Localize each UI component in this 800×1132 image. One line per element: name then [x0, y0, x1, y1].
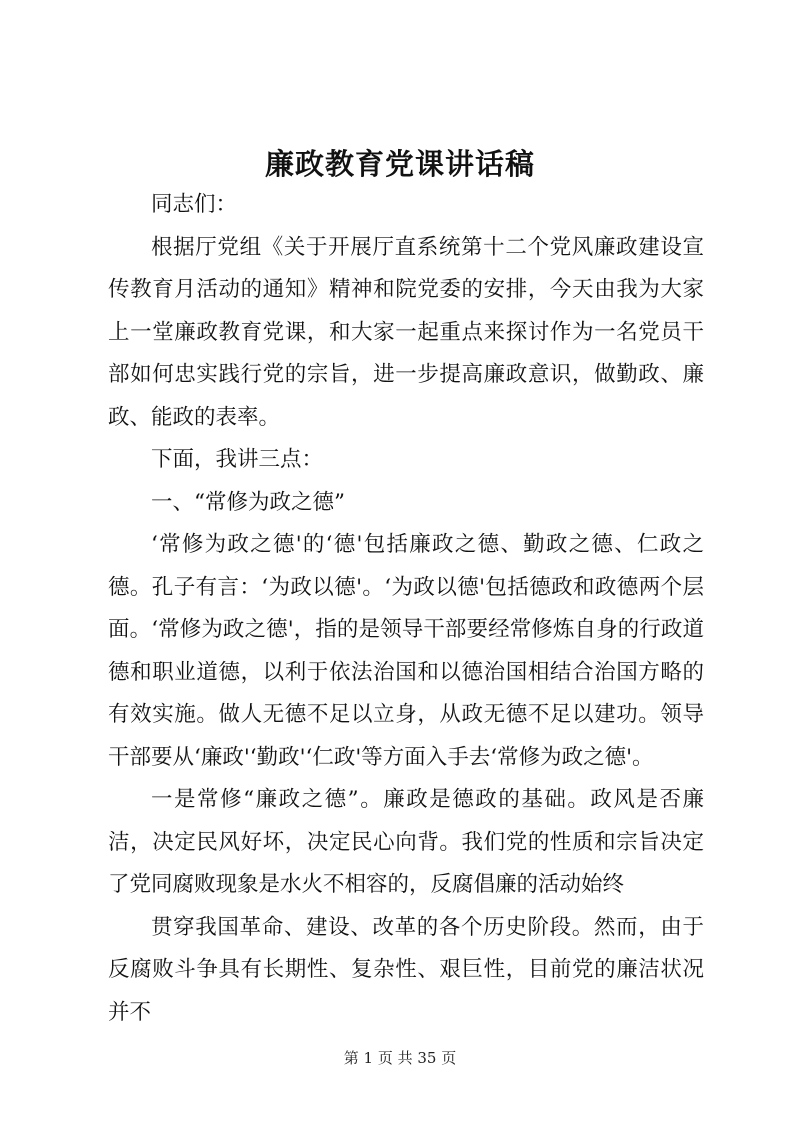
- intro-paragraph: 根据厅党组《关于开展厅直系统第十二个党风廉政建设宣传教育月活动的通知》精神和院党委的安排，今天由我为大家上一堂廉政教育党课，和大家一起重点来探讨作为一名党员干部如何忠实践行党的宗旨，进一步提高廉政意识，做勤政、廉政、能政的表率。: [108, 234, 704, 430]
- section-1-paragraph: ‘常修为政之德'的‘德'包括廉政之德、勤政之德、仁政之德。孔子有言：‘为政以德'。‘为政以德'包括德政和政德两个层面。‘常修为政之德'，指的是领导干部要经常修炼自身的行政道德和职业道德，以利于依法治国和以德治国相结合治国方略的有效实施。做人无德不足以立身，从政无德不足以建功。领导干部要从‘廉政'‘勤政'‘仁政'等方面入手去‘常修为政之德'。: [108, 532, 704, 770]
- continuation-paragraph: 贯穿我国革命、建设、改革的各个历史阶段。然而，由于反腐败斗争具有长期性、复杂性、艰巨性，目前党的廉洁状况并不: [108, 914, 704, 1025]
- document-title: 廉政教育党课讲话稿: [264, 147, 535, 181]
- page-footer: 第 1 页 共 35 页: [343, 1049, 457, 1067]
- document-body: [108, 184, 704, 1034]
- point-1-paragraph: 一是常修“廉政之德”。廉政是德政的基础。政风是否廉洁，决定民风好坏，决定民心向背。我们党的性质和宗旨决定了党同腐败现象是水火不相容的，反腐倡廉的活动始终: [108, 787, 704, 897]
- section-heading-1: 一、“常修为政之德”: [151, 489, 345, 515]
- greeting-paragraph: 同志们：: [151, 192, 238, 217]
- outline-paragraph: 下面，我讲三点：: [151, 447, 324, 472]
